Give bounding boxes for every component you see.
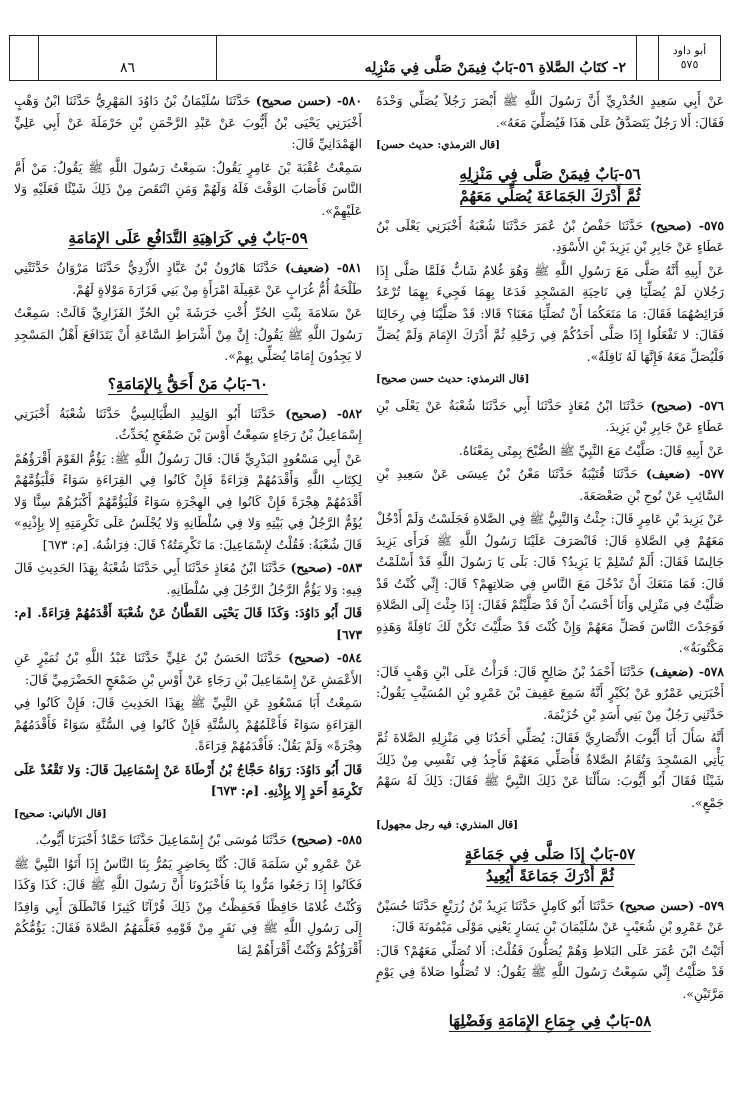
hadith-isnad: [14, 257, 362, 300]
hadith-grade: (ضعيف): [284, 260, 330, 275]
grading-note: [قال الألباني: صحيح]: [14, 807, 107, 820]
chapter-heading-line: [376, 865, 724, 887]
chapter-heading: [376, 1010, 724, 1032]
hadith-isnad: [14, 90, 362, 155]
hadith-chain-text: حَدَّثَنَا هَارُونُ بْنُ عَبَّادٍ الأَزْدِيُّ حَدَّثَنَا مَرْوَانُ حَدَّثَتْنِي طَلْحَةُ أُمُّ غُرَابٍ عَنْ عَقِيلَةَ امْرَأَةٍ مِنْ بَنِي فَزَارَةَ مَوْلاةٍ لَهُمْ.: [14, 260, 362, 297]
header-title-cell: [216, 36, 636, 80]
chapter-heading-line: [14, 227, 362, 249]
chapter-heading-text: ٥٩-بَابٌ فِي كَرَاهِيَةِ التَّدَافُعِ عَلَى الإِمَامَةِ: [68, 229, 308, 247]
hadith-grade: (حسن صحيح): [619, 897, 695, 913]
hadith-isnad: [14, 557, 362, 600]
hadith-number: ٥٧٧-: [698, 466, 724, 481]
chapter-heading-line: [376, 163, 724, 185]
chapter-heading-text: ثُمَّ أَدْرَكَ الجَمَاعَةَ يُصَلِّي مَعَهُمْ: [459, 186, 641, 205]
hadith-isnad: [376, 463, 724, 506]
hadith-chain-text: حَدَّثَنَا ابْنُ مُعَاذٍ حَدَّثَنَا أَبِي حَدَّثَنَا شُعْبَةُ بِهَذَا الحَدِيثِ قَالَ فِيهِ: وَلا يَؤُمُّ الرَّجُلُ الرَّجُلَ فِي سُلْطَانِهِ.: [14, 560, 362, 597]
chapter-heading-text: ثُمَّ أَدْرَكَ جَمَاعَةً أَيُعِيدُ: [486, 866, 614, 885]
chapter-heading: [14, 227, 362, 249]
hadith-number: ٥٧٥-: [698, 217, 724, 233]
page-number-cell: [38, 36, 216, 80]
chapter-heading-text: ٥٨-بَابٌ فِي جِمَاعِ الإِمَامَةِ وَفَضْلِهَا: [448, 1012, 652, 1030]
hadith-number: ٥٨٢-: [336, 405, 362, 421]
page-header: [9, 35, 721, 81]
hadith-number: ٥٨١-: [336, 260, 362, 275]
hadith-grade: (صحيح): [290, 832, 333, 847]
hadith-isnad: [376, 661, 724, 726]
hadith-number: ٥٨٥-: [336, 832, 362, 847]
hadith-number: ٥٨٤-: [336, 650, 362, 665]
book-label-cell: [658, 36, 720, 80]
hadith-matn: عَنْ يَزِيدَ بْنِ عَامِرٍ قَالَ: جِئْتُ وَالنَّبِيُّ ﷺ فِي الصَّلاةِ فَجَلَسْتُ وَلَمْ أَدْخُلْ مَعَهُمْ فِي الصَّلاةِ قَالَ: فَانْصَرَفَ عَلَيْنَا رَسُولُ اللَّهِ ﷺ فَرَأَى يَزِيدَ جَالِسًا فَقَالَ: أَلَمْ تُسْلِمْ يَا يَزِيدُ؟ قَالَ: بَلَى يَا رَسُولَ اللَّهِ قَدْ أَسْلَمْتُ قَالَ: فَمَا مَنَعَكَ أَنْ تَدْخُلَ مَعَ النَّاسِ فِي صَلاتِهِمْ؟ قَالَ: إِنِّي كُنْتُ قَدْ صَلَّيْتُ فِي مَنْزِلِي وَأَنَا أَحْسَبُ أَنْ قَدْ صَلَّيْتُمْ فَقَالَ: إِذَا جِئْتَ إِلَى الصَّلاةِ فَوَجَدْتَ النَّاسَ فَصَلِّ مَعَهُمْ وَإِنْ كُنْتَ قَدْ صَلَّيْتَ تَكُنْ لَكَ نَافِلَةً وَهَذِهِ مَكْتُوبَةٌ».: [376, 511, 724, 655]
hadith-isnad: [14, 403, 362, 446]
hadith-matn: عَنْ أَبِيهِ قَالَ: صَلَّيْتُ مَعَ النَّبِيِّ ﷺ الصُّبْحَ بِمِنًى بِمَعْنَاهُ.: [458, 442, 724, 458]
hadith-grade: (حسن صحيح): [255, 93, 332, 108]
header-blank-cell: [10, 36, 38, 80]
hadith-number: ٥٨٠-: [336, 93, 362, 108]
hadith-isnad: [14, 829, 362, 851]
abu-dawud-remark: قَالَ أَبُو دَاوُدَ: رَوَاهُ حَجَّاجُ بْنُ أَرْطَاةَ عَنْ إِسْمَاعِيلَ قَالَ: وَلا تَقْعُدْ عَلَى تَكْرِمَةِ أَحَدٍ إِلا بِإِذْنِهِ. [م: ٦٧٣]: [14, 761, 362, 798]
chapter-heading-line: [376, 1010, 724, 1032]
hadith-number: ٥٧٩-: [698, 897, 724, 913]
hadith-matn: أَنَّهُ سَأَلَ أَبَا أَيُّوبَ الأَنْصَارِيَّ فَقَالَ: يُصَلِّي أَحَدُنَا فِي مَنْزِلِهِ الصَّلاةَ ثُمَّ يَأْتِي المَسْجِدَ وَتُقَامُ الصَّلاةُ فَأُصَلِّي مَعَهُمْ فَأَجِدُ فِي نَفْسِي مِنْ ذَلِكَ شَيْئًا فَقَالَ أَبُو أَيُّوبَ: سَأَلْنَا عَنْ ذَلِكَ النَّبِيَّ ﷺ فَقَالَ: ذَلِكَ لَهُ سَهْمُ جَمْعٍ».: [376, 730, 724, 810]
book-name: أبو داود: [672, 44, 707, 57]
hadith-grade: (صحيح): [650, 397, 693, 413]
hadith-matn: عَنْ سَلامَةَ بِنْتِ الحُرِّ أُخْتِ خَرَشَةَ بْنِ الحُرِّ الفَزَارِيِّ قَالَتْ: سَمِعْتُ رَسُولَ اللَّهِ ﷺ يَقُولُ: إِنَّ مِنْ أَشْرَاطِ السَّاعَةِ أَنْ يَتَدَافَعَ أَهْلُ المَسْجِدِ لا يَجِدُونَ إِمَامًا يُصَلِّي بِهِمْ».: [14, 305, 362, 363]
hadith-grade: (ضعيف): [649, 663, 695, 679]
chapter-heading: [376, 163, 724, 207]
chapter-heading: [14, 373, 362, 395]
right-text-column: [376, 90, 724, 1040]
page-number: ٨٦: [119, 60, 136, 76]
grading-note: [قال المنذري: فيه رجل مجهول]: [376, 819, 519, 831]
hadith-chain-text: حَدَّثَنَا ابْنُ مُعَاذٍ حَدَّثَنَا أَبِي حَدَّثَنَا شُعْبَةُ عَنْ يَعْلَى بْنِ عَطَاءٍ عَنْ جَابِرِ بْنِ يَزِيدَ.: [376, 397, 724, 434]
hadith-chain-text: حَدَّثَنَا الحَسَنُ بْنُ عَلِيٍّ حَدَّثَنَا عَبْدُ اللَّهِ بْنُ نُمَيْرٍ عَنِ الأَعْمَشِ عَنْ إِسْمَاعِيلَ بْنِ رَجَاءٍ عَنْ أَوْسِ بْنِ ضَمْعَجٍ الحَضْرَمِيِّ قَالَ:: [14, 650, 362, 687]
chapter-heading-text: ٦٠-بَابُ مَنْ أَحَقُّ بِالإِمَامَةِ؟: [107, 374, 269, 393]
grading-note: [قال الترمذي: حديث حسن]: [376, 139, 501, 151]
hadith-grade: (صحيح): [650, 217, 693, 233]
hadith-number: ٥٧٨-: [698, 663, 724, 679]
hadith-matn: أَتَيْتُ ابْنَ عُمَرَ عَلَى البَلاطِ وَهُمْ يُصَلُّونَ فَقُلْتُ: أَلا تُصَلِّي مَعَهُمْ؟ قَالَ: قَدْ صَلَّيْتُ إِنِّي سَمِعْتُ رَسُولَ اللَّهِ ﷺ يَقُولُ: لا تُصَلُّوا صَلاةً فِي يَوْمٍ مَرَّتَيْنِ».: [376, 942, 724, 1001]
hadith-number: ٥٧٦-: [698, 397, 724, 413]
hadith-grade: (صحيح): [288, 650, 331, 665]
book-hadith-number: ٥٧٥: [680, 58, 699, 71]
hadith-chain-text: حَدَّثَنَا قُتَيْبَةُ حَدَّثَنَا مَعْنُ بْنُ عِيسَى عَنْ سَعِيدِ بْنِ السَّائِبِ عَنْ نُوحِ بْنِ صَعْصَعَةَ.: [376, 466, 724, 503]
chapter-heading-line: [376, 843, 724, 865]
hadith-isnad: [376, 395, 724, 438]
header-blank-cell: [636, 36, 658, 80]
hadith-matn: عَنْ أَبِي مَسْعُودٍ البَدْرِيِّ قَالَ: قَالَ رَسُولُ اللَّهِ ﷺ: يَؤُمُّ القَوْمَ أَقْرَؤُهُمْ لِكِتَابِ اللَّهِ وَأَقْدَمُهُمْ قِرَاءَةً فَإِنْ كَانُوا فِي القِرَاءَةِ سَوَاءً فَلْيَؤُمَّهُمْ أَقْدَمُهُمْ هِجْرَةً فَإِنْ كَانُوا فِي الهِجْرَةِ سَوَاءً فَلْيَؤُمَّهُمْ أَكْبَرُهُمْ سِنًّا وَلا يُؤَمُّ الرَّجُلُ فِي بَيْتِهِ وَلا فِي سُلْطَانِهِ وَلا يُجْلَسُ عَلَى تَكْرِمَتِهِ إِلا بِإِذْنِهِ» قَالَ شُعْبَةُ: فَقُلْتُ لإِسْمَاعِيلَ: مَا تَكْرِمَتُهُ؟ قَالَ: فِرَاشُهُ. [م: ٦٧٣]: [14, 450, 362, 552]
hadith-grade: (صحيح): [290, 560, 333, 575]
page-title: ٢- كتَابُ الصَّلاةِ ٥٦-بَابٌ فِيمَنْ صَلَّى فِي مَنْزِلِه: [364, 60, 626, 76]
hadith-chain-text: حَدَّثَنَا أَبُو الوَلِيدِ الطَّيَالِسِيُّ حَدَّثَنَا شُعْبَةُ أَخْبَرَنِي إِسْمَاعِيلُ بْنُ رَجَاءٍ سَمِعْتُ أَوْسَ بْنَ ضَمْعَجٍ يُحَدِّثُ.: [14, 405, 362, 442]
hadith-matn: سَمِعْتُ عُقْبَةَ بْنَ عَامِرٍ يَقُولُ: سَمِعْتُ رَسُولَ اللَّهِ ﷺ يَقُولُ: مَنْ أَمَّ النَّاسَ فَأَصَابَ الوَقْتَ فَلَهُ وَلَهُمْ وَمَنِ انْتَقَصَ مِنْ ذَلِكَ شَيْئًا فَعَلَيْهِ وَلا عَلَيْهِمْ».: [14, 159, 362, 218]
chapter-heading: [376, 843, 724, 887]
hadith-isnad: [376, 215, 724, 258]
grading-note: [قال الترمذي: حديث حسن صحيح]: [376, 373, 530, 385]
hadith-chain-text: حَدَّثَنَا أَبُو كَامِلٍ حَدَّثَنَا يَزِيدُ بْنُ زُرَيْعٍ حَدَّثَنَا حُسَيْنٌ عَنْ عَمْرِو بْنِ شُعَيْبٍ عَنْ سُلَيْمَانَ بْنِ يَسَارٍ يَعْنِي مَوْلَى مَيْمُونَةَ قَالَ:: [376, 897, 724, 934]
left-text-column: [14, 90, 362, 962]
hadith-matn: سَمِعْتُ أَبَا مَسْعُودٍ عَنِ النَّبِيِّ ﷺ بِهَذَا الحَدِيثِ قَالَ: فَإِنْ كَانُوا فِي القِرَاءَةِ سَوَاءً فَأَعْلَمُهُمْ بِالسُّنَّةِ فَإِنْ كَانُوا فِي السُّنَّةِ سَوَاءً فَأَقْدَمُهُمْ هِجْرَةً» وَلَمْ يَقُلْ: فَأَقْدَمُهُمْ قِرَاءَةً.: [14, 695, 362, 753]
hadith-grade: (ضعيف): [646, 466, 691, 481]
hadith-number: ٥٨٣-: [336, 560, 362, 575]
hadith-chain-text: حَدَّثَنَا سُلَيْمَانُ بْنُ دَاوُدَ المَهْرِيُّ حَدَّثَنَا ابْنُ وَهْبٍ أَخْبَرَنِي يَحْيَى بْنُ أَيُّوبَ عَنْ عَبْدِ الرَّحْمَنِ بْنِ حَرْمَلَةَ عَنْ أَبِي عَلِيٍّ الهَمْدَانِيِّ قَالَ:: [14, 93, 362, 151]
hadith-chain-text: حَدَّثَنَا أَحْمَدُ بْنُ صَالِحٍ قَالَ: قَرَأْتُ عَلَى ابْنِ وَهْبٍ قَالَ: أَخْبَرَنِي عَمْرٌو عَنْ بُكَيْرٍ أَنَّهُ سَمِعَ عَفِيفَ بْنَ عَمْرِو بْنِ المُسَيَّبِ يَقُولُ: حَدَّثَنِي رَجُلٌ مِنْ بَنِي أَسَدِ بْنِ خُزَيْمَةَ.: [376, 663, 724, 722]
chapter-heading-text: ٥٧-بَابٌ إِذَا صَلَّى فِي جَمَاعَةٍ: [464, 844, 636, 863]
hadith-matn: عَنْ عَمْرِو بْنِ سَلَمَةَ قَالَ: كُنَّا بِحَاضِرٍ يَمُرُّ بِنَا النَّاسُ إِذَا أَتَوُا النَّبِيَّ ﷺ فَكَانُوا إِذَا رَجَعُوا مَرُّوا بِنَا فَأَخْبَرُونَا أَنَّ رَسُولَ اللَّهِ ﷺ قَالَ: كَذَا وَكَذَا وَكُنْتُ غُلامًا حَافِظًا فَحَفِظْتُ مِنْ ذَلِكَ قُرْآنًا كَثِيرًا فَانْطَلَقَ أَبِي وَافِدًا إِلَى رَسُولِ اللَّهِ ﷺ فِي نَفَرٍ مِنْ قَوْمِهِ فَعَلَّمَهُمُ الصَّلاةَ فَقَالَ: يَؤُمُّكُمْ أَقْرَؤُكُمْ وَكُنْتُ أَقْرَأَهُمْ لِمَا: [14, 855, 362, 957]
hadith-chain-text: حَدَّثَنَا مُوسَى بْنُ إِسْمَاعِيلَ حَدَّثَنَا حَمَّادٌ أَخْبَرَنَا أَيُّوبُ.: [35, 832, 287, 847]
abu-dawud-remark: قَالَ أَبُو دَاوُدَ: وَكَذَا قَالَ يَحْيَى القَطَّانُ عَنْ شُعْبَةَ أَقْدَمُهُمْ قِرَاءَةً. [م: ٦٧٣]: [14, 605, 362, 642]
chapter-heading-line: [376, 185, 724, 207]
hadith-grade: (صحيح): [285, 405, 328, 421]
hadith-chain-text: حَدَّثَنَا حَفْصُ بْنُ عُمَرَ حَدَّثَنَا شُعْبَةُ أَخْبَرَنِي يَعْلَى بْنُ عَطَاءٍ عَنْ جَابِرِ بْنِ يَزِيدَ بْنِ الأَسْوَدِ.: [376, 217, 724, 254]
hadith-isnad: [14, 647, 362, 690]
hadith-matn: عَنْ أَبِي سَعِيدٍ الخُدْرِيِّ أَنَّ رَسُولَ اللَّهِ ﷺ أَبْصَرَ رَجُلاً يُصَلِّي وَحْدَهُ فَقَالَ: أَلا رَجُلٌ يَتَصَدَّقُ عَلَى هَذَا فَيُصَلِّيَ مَعَهُ».: [376, 93, 724, 130]
chapter-heading-text: ٥٦-بَابٌ فِيمَنْ صَلَّى فِي مَنْزِلِهِ: [459, 164, 641, 183]
chapter-heading-line: [14, 373, 362, 395]
hadith-matn: عَنْ أَبِيهِ أَنَّهُ صَلَّى مَعَ رَسُولِ اللَّهِ ﷺ وَهُوَ غُلامٌ شَابٌّ فَلَمَّا صَلَّى إِذَا رَجُلانِ لَمْ يُصَلِّيَا فِي نَاحِيَةِ المَسْجِدِ فَدَعَا بِهِمَا فَجِيءَ بِهِمَا تُرْعَدُ فَرَائِصُهُمَا فَقَالَ: مَا مَنَعَكُمَا أَنْ تُصَلِّيَا مَعَنَا؟ قَالا: قَدْ صَلَّيْنَا فِي رِحَالِنَا فَقَالَ: لا تَفْعَلُوا إِذَا صَلَّى أَحَدُكُمْ فِي رَحْلِهِ ثُمَّ أَدْرَكَ الإِمَامَ وَلَمْ يُصَلِّ فَلْيُصَلِّ مَعَهُ فَإِنَّهَا لَهُ نَافِلَةٌ».: [376, 262, 724, 364]
hadith-isnad: [376, 895, 724, 938]
